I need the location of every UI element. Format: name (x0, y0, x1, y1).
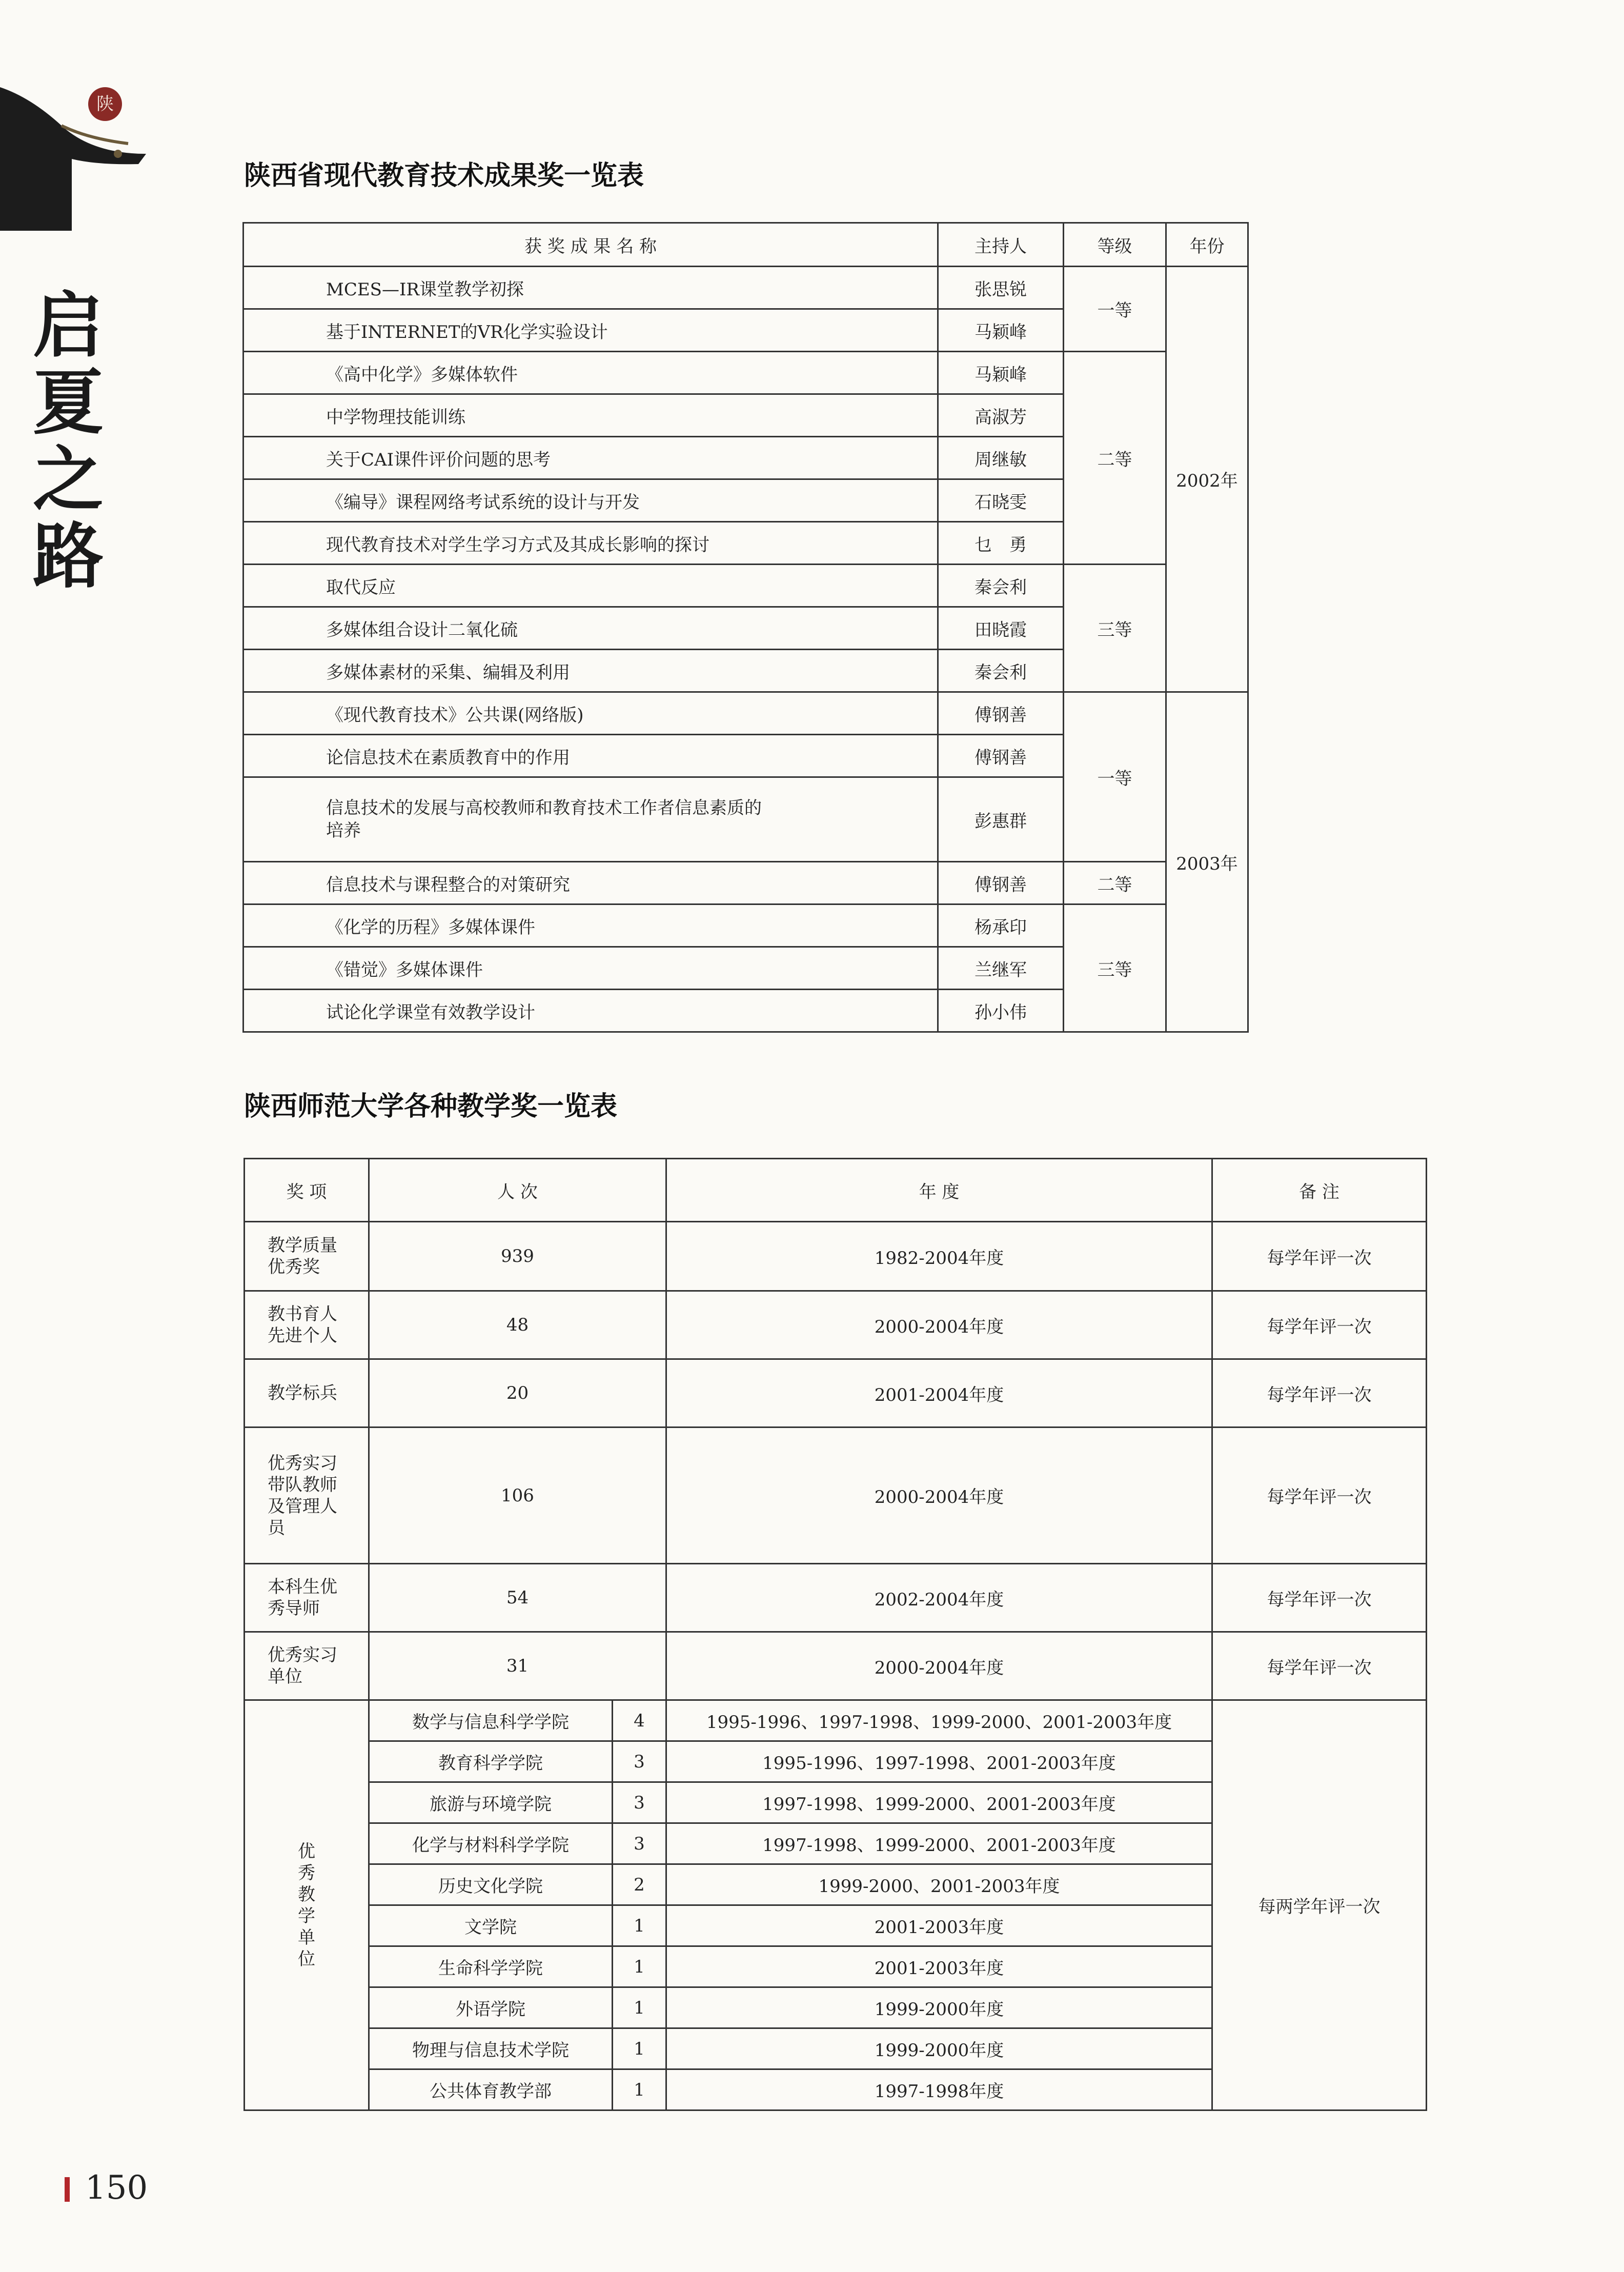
award-year: 2002-2004年度 (666, 1564, 1212, 1632)
award-year: 2000-2004年度 (666, 1632, 1212, 1700)
side-title-char: 路 (32, 514, 104, 598)
award-year: 2000-2004年度 (666, 1427, 1212, 1564)
award-level: 二等 (1064, 352, 1166, 565)
header-award-name: 获 奖 成 果 名 称 (243, 223, 938, 267)
award-note: 每学年评一次 (1212, 1359, 1427, 1427)
header-host: 主持人 (938, 223, 1064, 267)
table-row (245, 1222, 1427, 1291)
award-host: 孙小伟 (938, 990, 1064, 1032)
award-host: 马颖峰 (938, 352, 1064, 394)
units-note: 每两学年评一次 (1212, 1700, 1427, 2110)
award-host: 田晓霞 (938, 607, 1064, 650)
units-label-char: 教 (298, 1884, 315, 1905)
unit-name: 数学与信息科学学院 (369, 1700, 613, 1741)
award-note: 每学年评一次 (1212, 1564, 1427, 1632)
award-host: 秦会利 (938, 565, 1064, 607)
award-host: 兰继军 (938, 947, 1064, 990)
award-name: 试论化学课堂有效教学设计 (243, 990, 938, 1032)
table-row (243, 692, 1248, 735)
unit-name: 历史文化学院 (369, 1864, 613, 1905)
award-name: 信息技术与课程整合的对策研究 (243, 862, 938, 904)
award-name: 中学物理技能训练 (243, 394, 938, 437)
award-host: 高淑芳 (938, 394, 1064, 437)
unit-years: 1997-1998、1999-2000、2001-2003年度 (666, 1823, 1212, 1864)
award-host: 彭惠群 (938, 777, 1064, 862)
award-count: 48 (369, 1291, 666, 1359)
page-number (65, 2169, 148, 2207)
unit-years: 1997-1998年度 (666, 2069, 1212, 2110)
unit-name: 物理与信息技术学院 (369, 2028, 613, 2069)
unit-name: 文学院 (369, 1905, 613, 1946)
table-row (245, 1564, 1427, 1632)
unit-name: 生命科学学院 (369, 1946, 613, 1987)
unit-count: 2 (613, 1864, 666, 1905)
header-note: 备 注 (1212, 1159, 1427, 1222)
award-note: 每学年评一次 (1212, 1222, 1427, 1291)
side-title-char: 之 (32, 437, 104, 521)
award-note: 每学年评一次 (1212, 1632, 1427, 1700)
header-year: 年 度 (666, 1159, 1212, 1222)
unit-years: 1995-1996、1997-1998、1999-2000、2001-2003年度 (666, 1700, 1212, 1741)
table2-title: 陕西师范大学各种教学奖一览表 (244, 1091, 618, 1122)
award-level: 一等 (1064, 267, 1166, 352)
roof-eave-illustration (0, 77, 149, 231)
unit-count: 3 (613, 1741, 666, 1782)
units-label-char: 位 (298, 1948, 315, 1969)
teaching-awards-table (243, 1158, 1427, 2111)
award-year: 2003年 (1166, 692, 1248, 1032)
table-row (243, 352, 1248, 394)
award-name: 《现代教育技术》公共课(网络版) (243, 692, 938, 735)
award-item: 优秀实习带队教师及管理人员 (245, 1427, 369, 1564)
side-title (30, 284, 107, 598)
unit-years: 1999-2000年度 (666, 2028, 1212, 2069)
award-level: 三等 (1064, 904, 1166, 1032)
table-header-row (243, 223, 1248, 267)
side-title-char: 启 (32, 284, 104, 367)
table-row (245, 1359, 1427, 1427)
award-count: 20 (369, 1359, 666, 1427)
table-header-row (245, 1159, 1427, 1222)
award-year: 2001-2004年度 (666, 1359, 1212, 1427)
award-name: 《编导》课程网络考试系统的设计与开发 (243, 479, 938, 522)
unit-count: 1 (613, 2069, 666, 2110)
award-host: 石晓雯 (938, 479, 1064, 522)
award-host: 傅钢善 (938, 735, 1064, 777)
award-level: 一等 (1064, 692, 1166, 862)
unit-count: 3 (613, 1823, 666, 1864)
table-row (245, 1291, 1427, 1359)
units-label (245, 1700, 369, 2110)
award-name: 《错觉》多媒体课件 (243, 947, 938, 990)
award-item: 教学标兵 (245, 1359, 369, 1427)
header-level: 等级 (1064, 223, 1166, 267)
unit-count: 3 (613, 1782, 666, 1823)
award-item: 本科生优秀导师 (245, 1564, 369, 1632)
award-host: 傅钢善 (938, 862, 1064, 904)
award-year: 2002年 (1166, 267, 1248, 692)
table-row (243, 862, 1248, 904)
unit-count: 1 (613, 1905, 666, 1946)
award-count: 54 (369, 1564, 666, 1632)
header-item: 奖 项 (245, 1159, 369, 1222)
award-host: 张思锐 (938, 267, 1064, 309)
unit-count: 1 (613, 1946, 666, 1987)
award-year: 2000-2004年度 (666, 1291, 1212, 1359)
award-host: 乜 勇 (938, 522, 1064, 565)
table-row (243, 565, 1248, 607)
unit-years: 1995-1996、1997-1998、2001-2003年度 (666, 1741, 1212, 1782)
award-note: 每学年评一次 (1212, 1427, 1427, 1564)
header-year: 年份 (1166, 223, 1248, 267)
unit-years: 1997-1998、1999-2000、2001-2003年度 (666, 1782, 1212, 1823)
unit-row (245, 1700, 1427, 1741)
table-row (243, 267, 1248, 309)
award-year: 1982-2004年度 (666, 1222, 1212, 1291)
page-number-text: 150 (85, 2169, 148, 2207)
unit-years: 2001-2003年度 (666, 1905, 1212, 1946)
award-name: 《化学的历程》多媒体课件 (243, 904, 938, 947)
unit-name: 旅游与环境学院 (369, 1782, 613, 1823)
unit-count: 4 (613, 1700, 666, 1741)
header-count: 人 次 (369, 1159, 666, 1222)
table1-title: 陕西省现代教育技术成果奖一览表 (244, 160, 644, 191)
unit-years: 2001-2003年度 (666, 1946, 1212, 1987)
award-name: 取代反应 (243, 565, 938, 607)
units-label-text (298, 1841, 315, 1970)
award-name: 信息技术的发展与高校教师和教育技术工作者信息素质的培养 (243, 777, 938, 862)
award-host: 杨承印 (938, 904, 1064, 947)
award-count: 939 (369, 1222, 666, 1291)
table-row (245, 1632, 1427, 1700)
award-host: 马颖峰 (938, 309, 1064, 352)
award-note: 每学年评一次 (1212, 1291, 1427, 1359)
award-item: 教学质量优秀奖 (245, 1222, 369, 1291)
award-host: 傅钢善 (938, 692, 1064, 735)
unit-years: 1999-2000、2001-2003年度 (666, 1864, 1212, 1905)
unit-name: 化学与材料科学学院 (369, 1823, 613, 1864)
unit-name: 公共体育教学部 (369, 2069, 613, 2110)
award-name: 关于CAI课件评价问题的思考 (243, 437, 938, 479)
unit-count: 1 (613, 1987, 666, 2028)
units-label-char: 学 (298, 1905, 315, 1926)
units-label-char: 单 (298, 1927, 315, 1948)
award-name: 《高中化学》多媒体软件 (243, 352, 938, 394)
award-host: 秦会利 (938, 650, 1064, 692)
units-label-char: 秀 (298, 1862, 315, 1883)
unit-years: 1999-2000年度 (666, 1987, 1212, 2028)
award-level: 二等 (1064, 862, 1166, 904)
table-row (245, 1427, 1427, 1564)
award-count: 106 (369, 1427, 666, 1564)
unit-name: 教育科学学院 (369, 1741, 613, 1782)
award-name: 多媒体素材的采集、编辑及利用 (243, 650, 938, 692)
units-label-char: 优 (298, 1841, 315, 1862)
seal-stamp: 陕 (88, 87, 122, 121)
award-count: 31 (369, 1632, 666, 1700)
modern-ed-tech-awards-table (242, 222, 1249, 1033)
award-host: 周继敏 (938, 437, 1064, 479)
award-item: 优秀实习单位 (245, 1632, 369, 1700)
award-level: 三等 (1064, 565, 1166, 692)
table-row (243, 904, 1248, 947)
award-name: 多媒体组合设计二氧化硫 (243, 607, 938, 650)
unit-count: 1 (613, 2028, 666, 2069)
award-name: 基于INTERNET的VR化学实验设计 (243, 309, 938, 352)
award-name: MCES—IR课堂教学初探 (243, 267, 938, 309)
side-title-char: 夏 (32, 360, 104, 444)
award-name: 论信息技术在素质教育中的作用 (243, 735, 938, 777)
unit-name: 外语学院 (369, 1987, 613, 2028)
award-item: 教书育人先进个人 (245, 1291, 369, 1359)
award-name: 现代教育技术对学生学习方式及其成长影响的探讨 (243, 522, 938, 565)
